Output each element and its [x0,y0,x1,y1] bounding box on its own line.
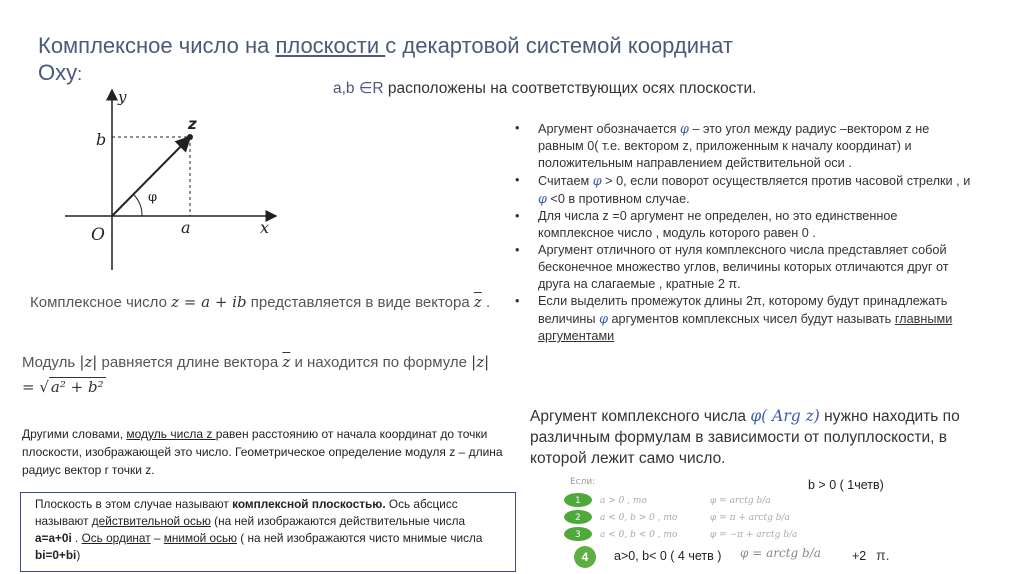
complex-plane-diagram [60,85,290,270]
svg-text:a < 0, b < 0 , то: a < 0, b < 0 , то [600,530,678,540]
svg-text:1: 1 [575,496,581,506]
pi-text: π. [876,547,890,563]
a-label: a [181,218,191,237]
z-label: z [188,115,197,133]
slide-title: Комплексное число на плоскости с декартовой системой координат Oxy: [38,33,733,85]
modulus-text: Модуль |z| равняется длине вектора $\overline{z}$ и находится по формуле |z| = √ a² + b² [22,353,490,396]
argument-bullets [512,120,972,345]
svg-text:φ = −π + arctg b/a: φ = −π + arctg b/a [710,530,798,540]
bullet-item: • Если выделить промежуток длины 2π, которому будут принадлежать величины φ аргументов комплексных чисел будут называть главными аргументами [512,293,972,345]
modulus-definition-text: Другими словами, модуль числа z равен расстоянию от начала координат до точки плоскости, изображающей это число. Геометрическое определение модуля z – длина радиус вектор r точки z. [22,427,503,477]
complex-number-vector-text: Комплексное число z = a + ib представляется в виде вектора $\overline{z}$ . [30,293,491,311]
phi-label: φ [148,190,158,205]
ab-real-statement: a,b ∈R расположены на соответствующих осях плоскости. [333,80,757,97]
point-z [187,134,193,140]
origin-label: O [91,225,105,245]
bullet-item: • Аргумент обозначается φ – это угол между радиус –вектором z не равным 0( т.е. вектором z, приложенным к началу координат) и положительным направлением действительной оси . [512,120,972,172]
svg-text:φ = π + arctg b/a: φ = π + arctg b/a [710,513,790,523]
svg-text:2: 2 [575,513,581,523]
argument-formulas-image [560,472,850,542]
y-axis-label: y [118,88,127,106]
svg-text:φ = arctg b/a: φ = arctg b/a [710,496,771,506]
angle-arc [134,195,142,216]
svg-text:3: 3 [575,530,581,540]
plus-two-text: +2 [852,549,867,563]
formula-row [564,527,797,541]
complex-plane-definition-box: Плоскость в этом случае называют комплексной плоскостью. Ось абсцисс называют действительной осью (на ней изображаются действительные числа a=a+0i . Ось ординат – мнимой осью ( на ней изображаются чисто мнимые числа bi=0+bi) [20,492,516,572]
svg-text:a > 0 , то: a > 0 , то [600,496,647,506]
bullet-item: • Считаем φ > 0, если поворот осуществляется против часовой стрелки , и φ <0 в противном случае. [512,172,972,208]
formula-row [564,493,771,507]
argument-formula-intro: Аргумент комплексного числа φ( Arg z) нужно находить по различным формулам в зависимости от полуплоскости, в которой лежит само число. [530,407,960,467]
b-label: b [96,130,107,149]
fourth-quadrant-condition: a>0, b< 0 ( 4 четв ) [614,549,722,563]
case-four-badge: 4 [574,546,596,568]
x-axis-label: x [260,218,270,237]
svg-text:a < 0, b > 0 , то: a < 0, b > 0 , то [600,513,678,523]
bullet-item: • Аргумент отличного от нуля комплексного числа представляет собой бесконечное множество углов, величины которых отличаются друг от друга на слагаемые , кратные 2 π. [512,242,972,293]
bullet-item: • Для числа z =0 аргумент не определен, но это единственное комплексное число , модуль которого равен 0 . [512,208,972,242]
formula-header: Если: [570,477,596,487]
fourth-case-formula: φ = arctg b/a [740,546,821,560]
first-quadrant-condition: b > 0 ( 1четв) [808,478,884,492]
formula-row [564,510,790,524]
